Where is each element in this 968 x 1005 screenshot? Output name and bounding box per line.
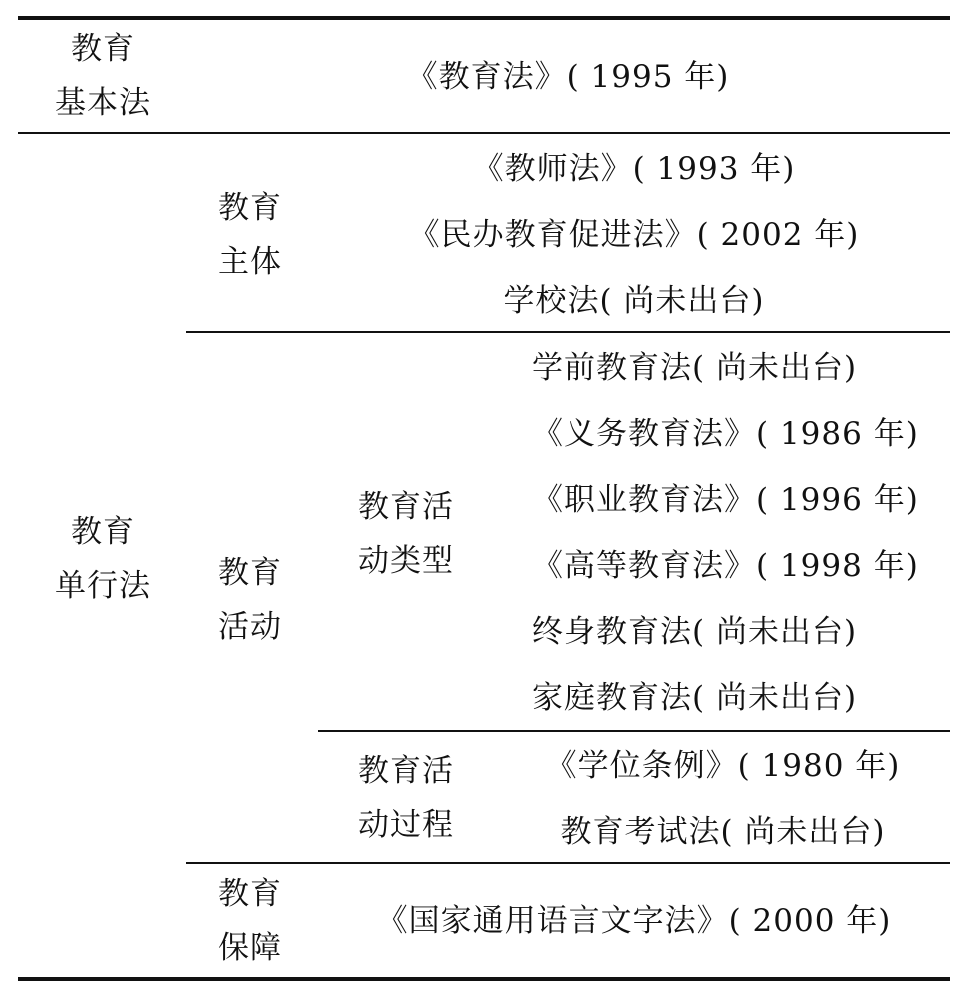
label-line: 教育 [218,555,282,591]
category-line: 教育 [71,31,135,67]
law-entry: 家庭教育法( 尚未出台) [532,680,858,716]
label-line: 动类型 [358,543,454,579]
label-line: 保障 [218,930,282,966]
single-law-category [38,505,168,613]
law-entry: 《职业教育法》( 1996 年) [532,482,919,518]
subject-label [218,181,282,289]
row-divider-basic [18,132,950,134]
table-top-rule [18,16,950,20]
law-entry: 学前教育法( 尚未出台) [532,350,858,386]
law-entry: 《义务教育法》( 1986 年) [532,416,919,452]
activity-types-laws [532,335,950,731]
activity-process-label [358,744,454,852]
label-line: 活动 [218,609,282,645]
guarantee-label [218,867,282,975]
label-line: 教育 [218,190,282,226]
label-line: 教育活 [358,753,454,789]
label-line: 教育活 [358,489,454,525]
label-line: 教育 [218,876,282,912]
basic-law-category [38,22,168,130]
activity-types-label [358,480,454,588]
activity-process-laws [518,733,928,865]
law-entry: 《民办教育促进法》( 2002 年) [408,217,860,253]
label-line: 主体 [218,244,282,280]
law-entry: 教育考试法( 尚未出台) [560,814,886,850]
law-entry: 《教育法》( 1995 年) [406,59,730,95]
law-entry: 《学位条例》( 1980 年) [545,748,901,784]
label-line: 动过程 [358,807,454,843]
category-line: 单行法 [55,568,151,604]
table-bottom-rule [18,977,950,981]
category-line: 基本法 [55,85,151,121]
guarantee-law-cell [318,888,950,954]
law-entry: 《教师法》( 1993 年) [472,151,796,187]
category-line: 教育 [71,514,135,550]
law-entry: 《国家通用语言文字法》( 2000 年) [376,903,892,939]
basic-law-cell [186,44,950,110]
law-entry: 学校法( 尚未出台) [503,283,765,319]
law-entry: 终身教育法( 尚未出台) [532,614,858,650]
law-entry: 《高等教育法》( 1998 年) [532,548,919,584]
subject-laws [318,136,950,334]
activity-label [218,546,282,654]
